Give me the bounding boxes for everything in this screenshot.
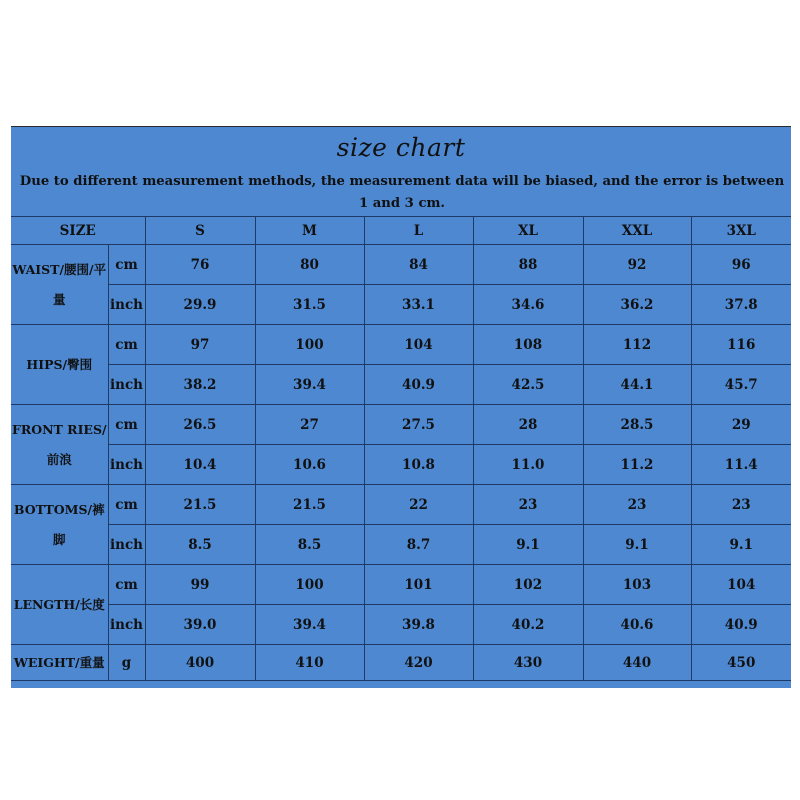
unit-cell: cm bbox=[108, 245, 145, 285]
value-cell: 40.6 bbox=[583, 605, 691, 645]
table-row bbox=[11, 325, 791, 365]
value-cell: 99 bbox=[145, 565, 255, 605]
value-cell: 34.6 bbox=[473, 285, 583, 325]
unit-cell: inch bbox=[108, 525, 145, 565]
unit-cell: cm bbox=[108, 405, 145, 445]
value-cell: 33.1 bbox=[364, 285, 473, 325]
value-cell: 92 bbox=[583, 245, 691, 285]
size-chart bbox=[11, 126, 791, 688]
size-header-s: S bbox=[145, 217, 255, 245]
value-cell: 410 bbox=[255, 645, 364, 681]
unit-cell: inch bbox=[108, 445, 145, 485]
value-cell: 40.2 bbox=[473, 605, 583, 645]
table-row bbox=[11, 405, 791, 445]
value-cell: 39.4 bbox=[255, 365, 364, 405]
value-cell: 22 bbox=[364, 485, 473, 525]
value-cell: 440 bbox=[583, 645, 691, 681]
size-header-l: L bbox=[364, 217, 473, 245]
value-cell: 9.1 bbox=[583, 525, 691, 565]
value-cell: 44.1 bbox=[583, 365, 691, 405]
size-header-3xl: 3XL bbox=[691, 217, 791, 245]
value-cell: 37.8 bbox=[691, 285, 791, 325]
value-cell: 8.5 bbox=[145, 525, 255, 565]
value-cell: 108 bbox=[473, 325, 583, 365]
value-cell: 23 bbox=[473, 485, 583, 525]
value-cell: 27.5 bbox=[364, 405, 473, 445]
size-header-xl: XL bbox=[473, 217, 583, 245]
value-cell: 27 bbox=[255, 405, 364, 445]
value-cell: 39.8 bbox=[364, 605, 473, 645]
value-cell: 45.7 bbox=[691, 365, 791, 405]
value-cell: 21.5 bbox=[255, 485, 364, 525]
value-cell: 8.5 bbox=[255, 525, 364, 565]
value-cell: 112 bbox=[583, 325, 691, 365]
unit-cell: inch bbox=[108, 365, 145, 405]
value-cell: 116 bbox=[691, 325, 791, 365]
value-cell: 42.5 bbox=[473, 365, 583, 405]
value-cell: 29.9 bbox=[145, 285, 255, 325]
value-cell: 10.8 bbox=[364, 445, 473, 485]
value-cell: 84 bbox=[364, 245, 473, 285]
size-table-body bbox=[11, 217, 791, 681]
size-header-m: M bbox=[255, 217, 364, 245]
value-cell: 28.5 bbox=[583, 405, 691, 445]
unit-cell: cm bbox=[108, 485, 145, 525]
unit-cell: cm bbox=[108, 565, 145, 605]
table-row bbox=[11, 285, 791, 325]
size-table bbox=[11, 216, 791, 681]
unit-cell: g bbox=[108, 645, 145, 681]
measurement-label: LENGTH/长度 bbox=[11, 565, 108, 645]
value-cell: 430 bbox=[473, 645, 583, 681]
value-cell: 80 bbox=[255, 245, 364, 285]
value-cell: 88 bbox=[473, 245, 583, 285]
value-cell: 103 bbox=[583, 565, 691, 605]
value-cell: 38.2 bbox=[145, 365, 255, 405]
unit-cell: inch bbox=[108, 285, 145, 325]
value-cell: 104 bbox=[364, 325, 473, 365]
value-cell: 97 bbox=[145, 325, 255, 365]
measurement-label: HIPS/臀围 bbox=[11, 325, 108, 405]
value-cell: 36.2 bbox=[583, 285, 691, 325]
table-row bbox=[11, 485, 791, 525]
header-row bbox=[11, 217, 791, 245]
table-row bbox=[11, 645, 791, 681]
value-cell: 9.1 bbox=[473, 525, 583, 565]
table-row bbox=[11, 525, 791, 565]
value-cell: 100 bbox=[255, 565, 364, 605]
unit-cell: inch bbox=[108, 605, 145, 645]
value-cell: 39.0 bbox=[145, 605, 255, 645]
value-cell: 9.1 bbox=[691, 525, 791, 565]
value-cell: 26.5 bbox=[145, 405, 255, 445]
value-cell: 29 bbox=[691, 405, 791, 445]
measurement-label: FRONT RIES/前浪 bbox=[11, 405, 108, 485]
value-cell: 450 bbox=[691, 645, 791, 681]
value-cell: 31.5 bbox=[255, 285, 364, 325]
measurement-label: BOTTOMS/裤脚 bbox=[11, 485, 108, 565]
value-cell: 10.4 bbox=[145, 445, 255, 485]
measurement-note: Due to different measurement methods, the measurement data will be biased, and the error is between 1 and 3 cm. bbox=[19, 174, 785, 211]
value-cell: 10.6 bbox=[255, 445, 364, 485]
value-cell: 8.7 bbox=[364, 525, 473, 565]
value-cell: 23 bbox=[691, 485, 791, 525]
size-header-xxl: XXL bbox=[583, 217, 691, 245]
value-cell: 40.9 bbox=[364, 365, 473, 405]
value-cell: 21.5 bbox=[145, 485, 255, 525]
table-row bbox=[11, 365, 791, 405]
value-cell: 96 bbox=[691, 245, 791, 285]
unit-cell: cm bbox=[108, 325, 145, 365]
value-cell: 102 bbox=[473, 565, 583, 605]
value-cell: 104 bbox=[691, 565, 791, 605]
size-header: SIZE bbox=[11, 217, 145, 245]
measurement-label: WEIGHT/重量 bbox=[11, 645, 108, 681]
value-cell: 11.0 bbox=[473, 445, 583, 485]
value-cell: 11.4 bbox=[691, 445, 791, 485]
table-row bbox=[11, 445, 791, 485]
value-cell: 400 bbox=[145, 645, 255, 681]
value-cell: 100 bbox=[255, 325, 364, 365]
value-cell: 420 bbox=[364, 645, 473, 681]
value-cell: 23 bbox=[583, 485, 691, 525]
value-cell: 101 bbox=[364, 565, 473, 605]
measurement-label: WAIST/腰围/平量 bbox=[11, 245, 108, 325]
value-cell: 76 bbox=[145, 245, 255, 285]
table-row bbox=[11, 565, 791, 605]
value-cell: 11.2 bbox=[583, 445, 691, 485]
table-row bbox=[11, 605, 791, 645]
chart-title: size chart bbox=[336, 133, 466, 162]
value-cell: 40.9 bbox=[691, 605, 791, 645]
value-cell: 39.4 bbox=[255, 605, 364, 645]
value-cell: 28 bbox=[473, 405, 583, 445]
table-row bbox=[11, 245, 791, 285]
